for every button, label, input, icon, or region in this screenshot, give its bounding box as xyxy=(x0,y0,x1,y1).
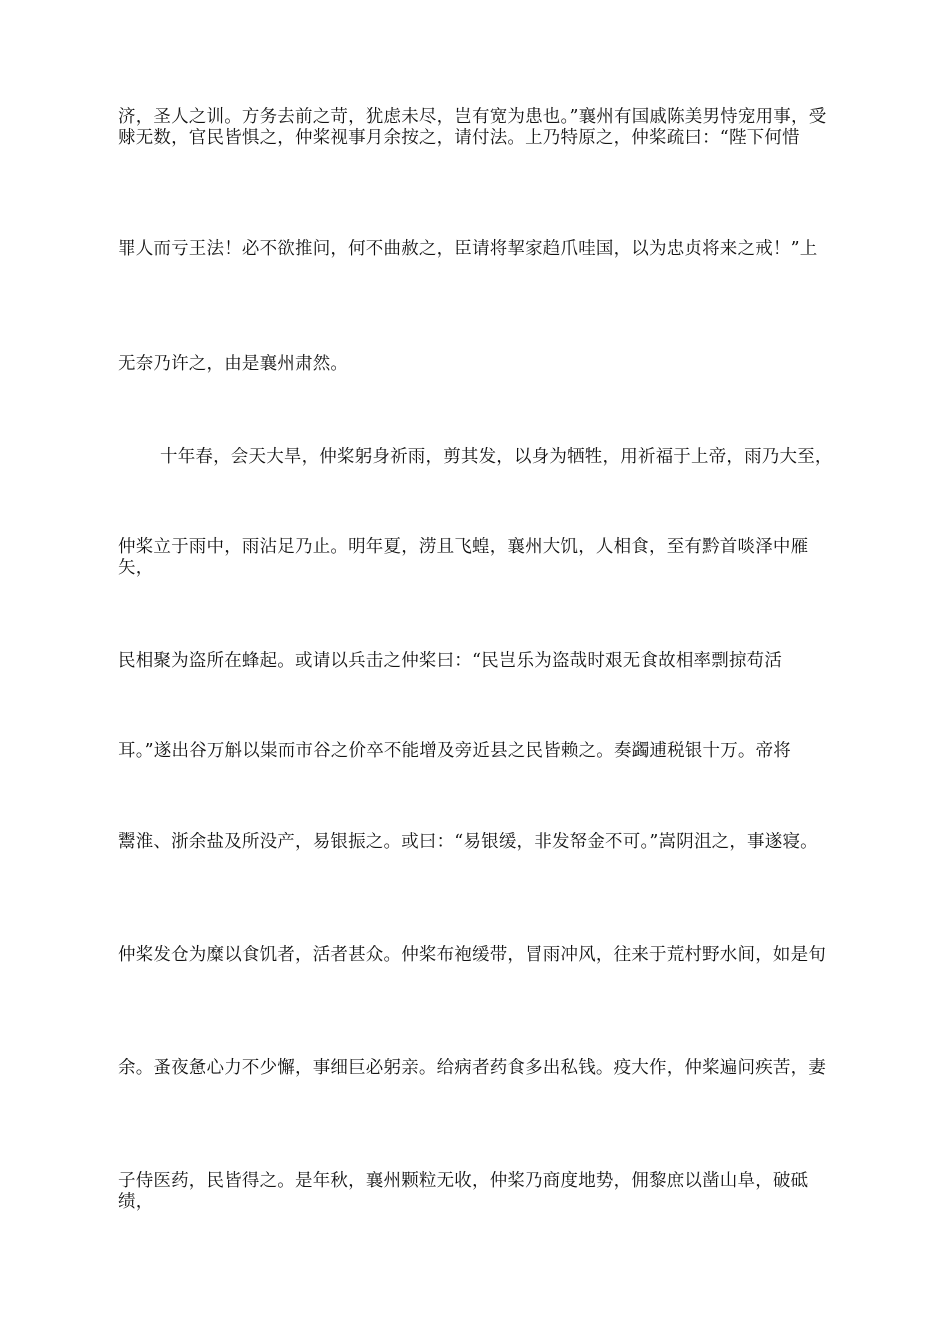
paragraph-5: 仲桨立于雨中，雨沾足乃止。明年夏，涝且飞蝗，襄州大饥，人相食，至有黔首啖泽中雁矢， xyxy=(118,537,809,578)
paragraph-9: 仲桨发仓为糜以食饥者，活者甚众。仲桨布袍缓带，冒雨冲风，往来于荒村野水间，如是旬 xyxy=(118,945,826,965)
paragraph-11: 子侍医药，民皆得之。是年秋，襄州颗粒无收，仲桨乃商度地势，佣黎庶以凿山阜，破砥绩， xyxy=(118,1171,809,1212)
paragraph-3: 无奈乃许之，由是襄州肃然。 xyxy=(118,354,349,374)
paragraph-7: 耳。”遂出谷万斛以粜而市谷之价卒不能增及旁近县之民皆赖之。奏蠲逋税银十万。帝将 xyxy=(118,741,791,761)
paragraph-6: 民相聚为盗所在蜂起。或请以兵击之仲桨曰：“民岂乐为盗哉时艰无食故相率剽掠苟活 xyxy=(118,651,783,671)
paragraph-1: 济，圣人之训。方务去前之苛，犹虑未尽，岂有宽为患也。”襄州有国戚陈美男恃宠用事，受赇无数，官民皆惧之，仲桨视事月余按之，请付法。上乃特原之，仲桨疏曰：“陛下何惜 xyxy=(118,107,827,148)
paragraph-10: 余。蚤夜惫心力不少懈，事细巨必躬亲。给病者药食多出私钱。疫大作，仲桨遍问疾苦，妻 xyxy=(118,1058,826,1078)
paragraph-8: 鬻淮、浙余盐及所没产，易银振之。或曰：“易银缓，非发帑金不可。”嵩阴沮之，事遂寝。 xyxy=(118,832,818,852)
paragraph-4: 十年春，会天大旱，仲桨躬身祈雨，剪其发，以身为牺牲，用祈福于上帝，雨乃大至， xyxy=(160,447,833,467)
paragraph-2: 罪人而亏王法！必不欲推问，何不曲赦之，臣请将挈家趋爪哇国，以为忠贞将来之戒！”上 xyxy=(118,239,818,259)
